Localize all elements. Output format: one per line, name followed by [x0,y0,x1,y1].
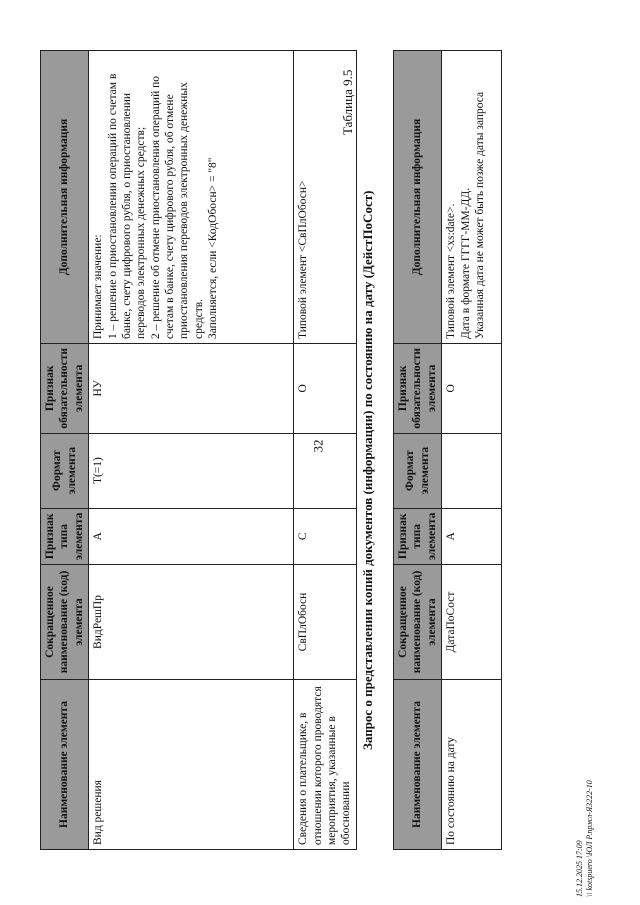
header-info: Дополнительная информация [41,51,89,344]
info-line: 2 – решение об отмене приостановления операций по счетам в банке, счету цифрового рубля, об отмене приостановления переводов электронных денежных средств. [149,75,205,340]
cell-code: СвПлОбосн [294,565,357,680]
table-header-row [394,51,442,850]
table-label: Таблица 9.5 [340,69,355,135]
cell-type: А [89,508,294,564]
cell-name: Сведения о плательщике, в отношении которого проводятся мероприятия, указанные в обосновании [294,680,357,850]
cell-info [442,51,502,344]
cell-format [442,433,502,508]
info-line: 1 – решение о приостановлении операций по счетам в банке, счету цифрового рубля, о приостановлении переводов электронных денежных средств; [106,73,148,340]
header-type: Признак типа элемента [41,508,89,564]
table-caption: Запрос о представлении копий документов (информации) по состоянию на дату (ДейстПоСост) [360,190,375,750]
cell-code: ВидРешПр [89,565,294,680]
cell-name: По состоянию на дату [442,680,502,850]
cell-type: А [442,508,502,564]
info-line: Типовой элемент <СвПлОбосн> [297,180,310,340]
footer-timestamp: 15.12.2025 17:09 [575,840,584,897]
cell-info [89,51,294,344]
header-code: Сокращенное наименование (код) элемента [394,565,442,680]
cell-format: Т(=1) [89,433,294,508]
header-info: Дополнительная информация [394,51,442,344]
cell-type: С [294,508,357,564]
page-number: 32 [310,439,326,453]
cell-name: Вид решения [89,680,294,850]
cell-required: НУ [89,344,294,434]
table-row [89,51,294,850]
header-code: Сокращенное наименование (код) элемента [41,565,89,680]
header-required: Признак обязательности элемента [41,344,89,434]
info-line: Дата в формате ГГГГ-ММ-ДД. [459,187,472,340]
table-elements-2 [393,50,502,850]
cell-required: О [442,344,502,434]
info-line: Указанная дата не может быть позже даты запроса [473,91,486,340]
header-name: Наименование элемента [394,680,442,850]
print-footer [575,780,596,897]
info-line: Типовой элемент <xs:date>. [445,203,458,340]
cell-required: О [294,344,357,434]
table-elements-1 [40,50,357,850]
cell-code: ДатаПоСост [442,565,502,680]
header-format: Формат элемента [394,433,442,508]
header-type: Признак типа элемента [394,508,442,564]
header-name: Наименование элемента [41,680,89,850]
table-header-row [41,51,89,850]
info-line: Принимает значение: [92,234,105,340]
table-row [442,51,502,850]
header-required: Признак обязательности элемента [394,344,442,434]
info-line: Заполняется, если <КодОбосн> = "8" [207,157,220,340]
header-format: Формат элемента [41,433,89,508]
footer-path: \\ kotspuero \ЮЛ Р.пржл-ЯЗ222-10 [585,780,595,897]
